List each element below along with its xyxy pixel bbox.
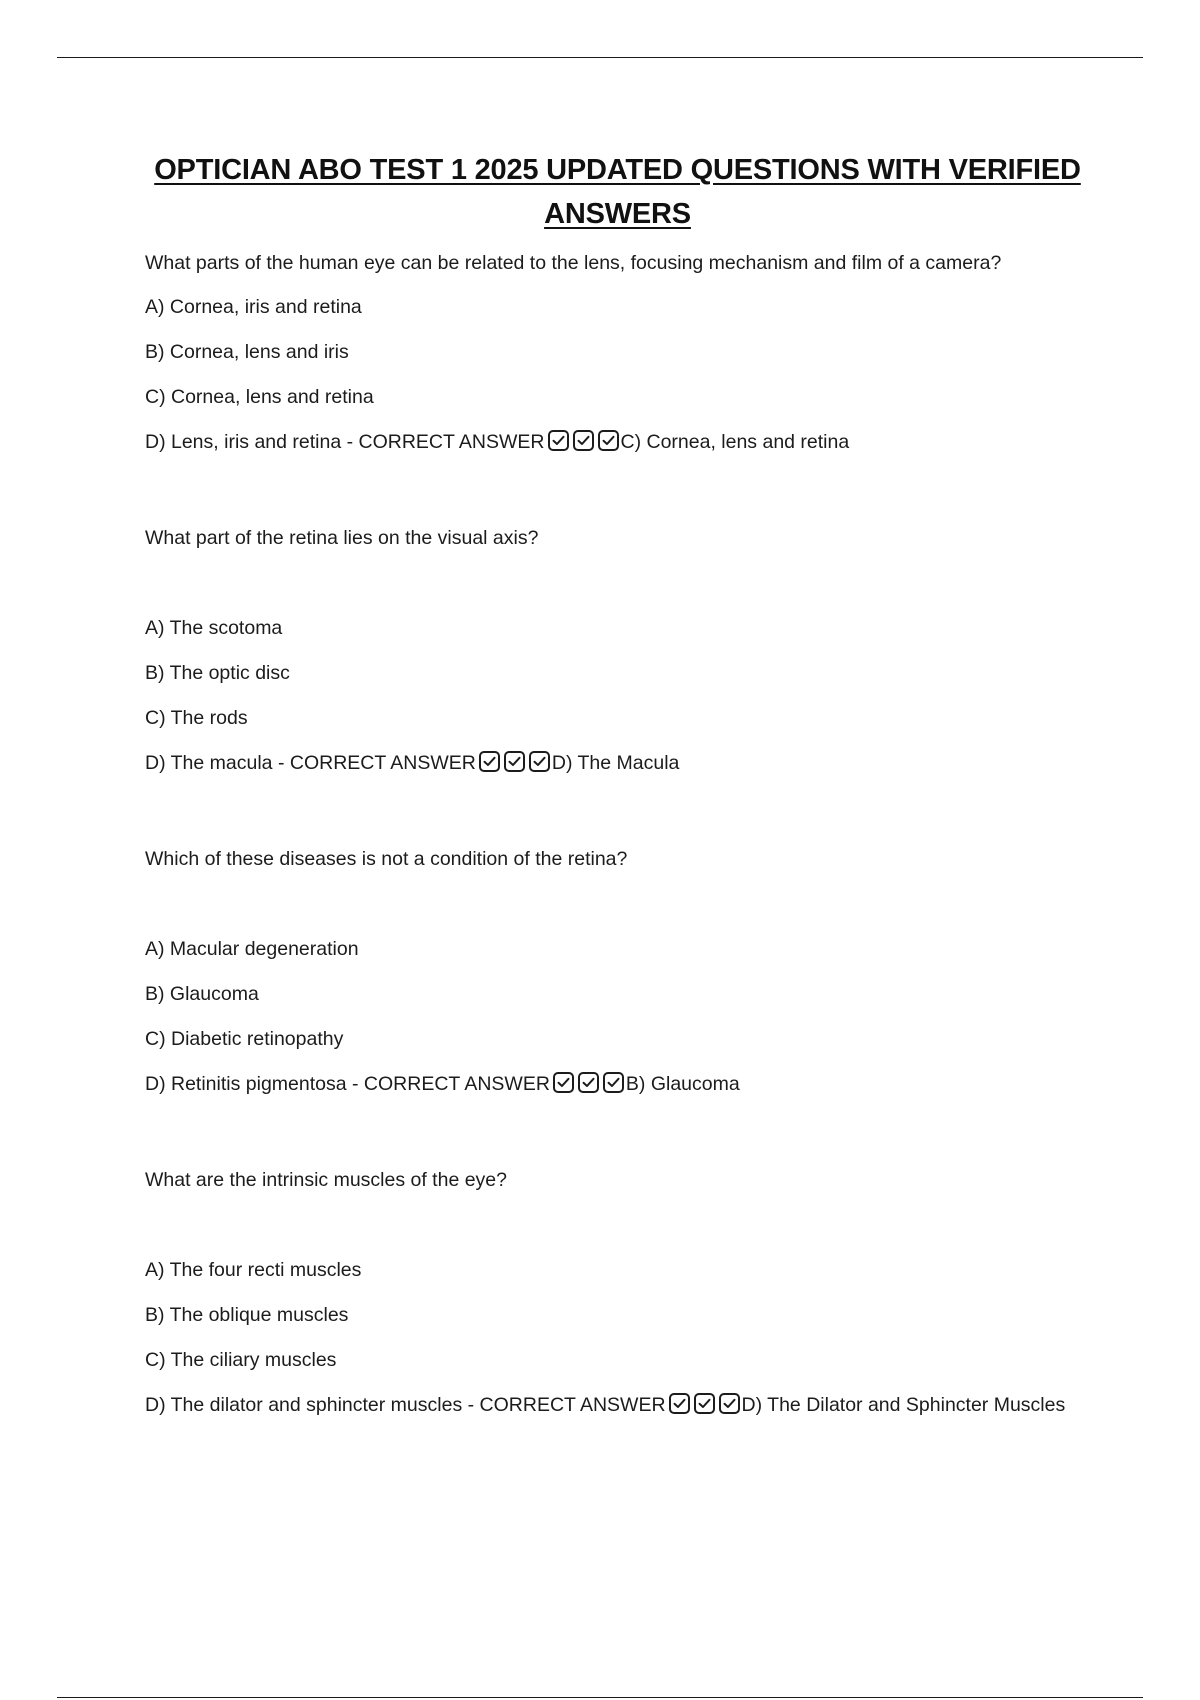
- checkbox-checked-icon: [573, 430, 594, 451]
- correct-answer-label: - CORRECT ANSWER: [277, 752, 476, 774]
- option-c: C) The rods: [145, 707, 248, 729]
- checkbox-checked-icon: [529, 751, 550, 772]
- checkbox-checked-icon: [603, 1072, 624, 1093]
- option-a: A) Cornea, iris and retina: [145, 296, 362, 318]
- check-mark: [672, 1396, 687, 1411]
- correct-answer-value: C) Cornea, lens and retina: [620, 431, 850, 453]
- correct-answer-value: B) Glaucoma: [625, 1073, 740, 1095]
- correct-answer-label: - CORRECT ANSWER: [352, 1073, 550, 1095]
- option-b: B) The optic disc: [145, 662, 290, 684]
- option-d-with-answer: [145, 750, 1145, 776]
- option-a: A) The scotoma: [145, 617, 283, 639]
- checkbox-checked-icon: [669, 1393, 690, 1414]
- check-mark: [532, 754, 547, 769]
- option-d: D) Lens, iris and retina: [145, 431, 342, 453]
- check-mark: [507, 754, 522, 769]
- check-group: [666, 1392, 741, 1418]
- question-block: [145, 1167, 1145, 1418]
- option-d-with-answer: [145, 1392, 1145, 1418]
- question-block: [145, 525, 1145, 776]
- question-text: What parts of the human eye can be related to the lens, focusing mechanism and film of a camera?: [145, 252, 1002, 274]
- check-mark: [576, 433, 591, 448]
- spacer: [145, 1097, 1145, 1167]
- check-group: [545, 429, 620, 455]
- check-mark: [581, 1075, 596, 1090]
- bottom-rule: [57, 1697, 1143, 1698]
- option-d: D) The macula: [145, 752, 273, 774]
- checkbox-checked-icon: [694, 1393, 715, 1414]
- question-text: What are the intrinsic muscles of the eye?: [145, 1169, 507, 1191]
- check-mark: [551, 433, 566, 448]
- checkbox-checked-icon: [719, 1393, 740, 1414]
- title-line-2: ANSWERS: [544, 198, 691, 230]
- option-c: C) Cornea, lens and retina: [145, 386, 374, 408]
- correct-answer-label: - CORRECT ANSWER: [467, 1394, 666, 1416]
- check-mark: [556, 1075, 571, 1090]
- option-d: D) Retinitis pigmentosa: [145, 1073, 347, 1095]
- spacer: [145, 776, 1145, 846]
- checkbox-checked-icon: [479, 751, 500, 772]
- check-mark: [482, 754, 497, 769]
- option-d-with-answer: [145, 429, 1145, 455]
- checkbox-checked-icon: [553, 1072, 574, 1093]
- option-a: A) Macular degeneration: [145, 938, 359, 960]
- check-mark: [606, 1075, 621, 1090]
- option-b: B) Cornea, lens and iris: [145, 341, 349, 363]
- check-mark: [722, 1396, 737, 1411]
- option-b: B) Glaucoma: [145, 983, 259, 1005]
- check-mark: [697, 1396, 712, 1411]
- correct-answer-value: D) The Dilator and Sphincter Muscles: [741, 1394, 1066, 1416]
- option-a: A) The four recti muscles: [145, 1259, 362, 1281]
- checkbox-checked-icon: [548, 430, 569, 451]
- checkbox-checked-icon: [504, 751, 525, 772]
- question-block: [145, 846, 1145, 1097]
- title-line-1: OPTICIAN ABO TEST 1 2025 UPDATED QUESTIONS WITH VERIFIED: [154, 154, 1081, 186]
- question-block: [145, 250, 1145, 455]
- top-rule: [57, 57, 1143, 58]
- checkbox-checked-icon: [598, 430, 619, 451]
- option-d: D) The dilator and sphincter muscles: [145, 1394, 463, 1416]
- check-group: [550, 1071, 625, 1097]
- check-group: [476, 750, 551, 776]
- checkbox-checked-icon: [578, 1072, 599, 1093]
- question-text: What part of the retina lies on the visual axis?: [145, 527, 539, 549]
- option-d-with-answer: [145, 1071, 1145, 1097]
- option-c: C) The ciliary muscles: [145, 1349, 337, 1371]
- document-title: [140, 148, 1095, 236]
- option-b: B) The oblique muscles: [145, 1304, 349, 1326]
- question-text: Which of these diseases is not a condition of the retina?: [145, 848, 628, 870]
- spacer: [145, 455, 1145, 525]
- correct-answer-label: - CORRECT ANSWER: [346, 431, 545, 453]
- correct-answer-value: D) The Macula: [551, 752, 680, 774]
- question-list: [145, 250, 1145, 1418]
- option-c: C) Diabetic retinopathy: [145, 1028, 344, 1050]
- check-mark: [601, 433, 616, 448]
